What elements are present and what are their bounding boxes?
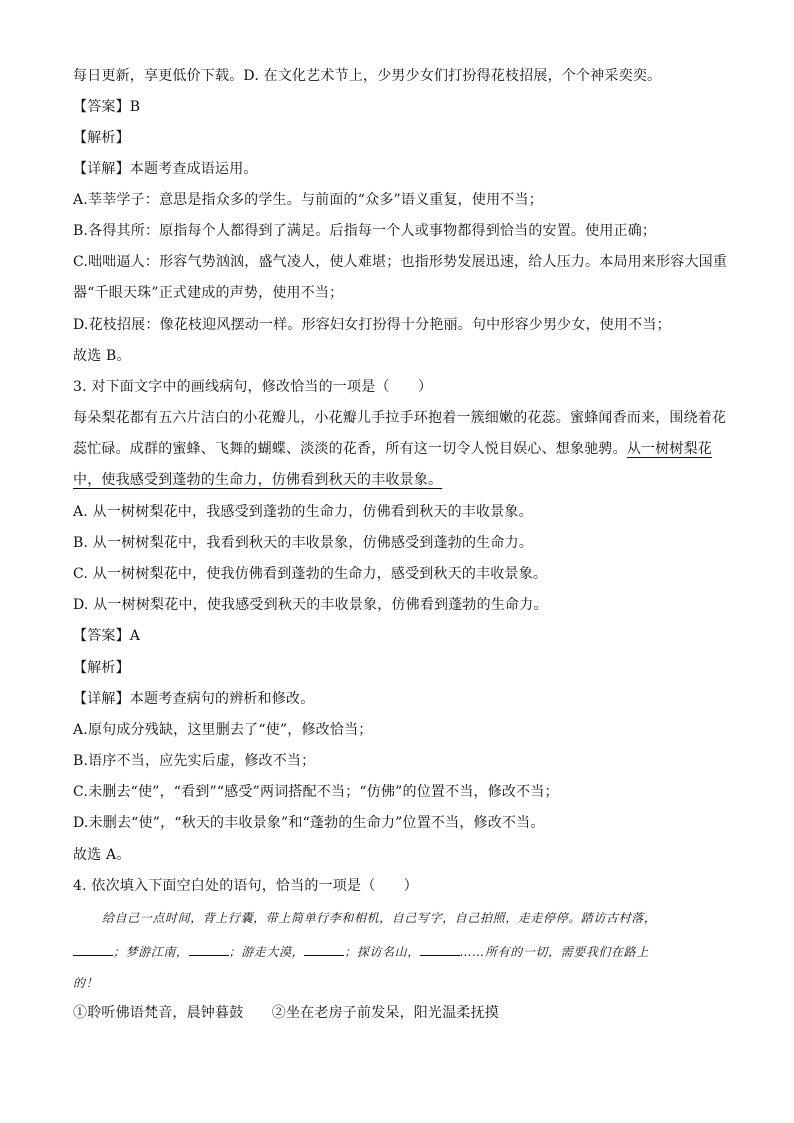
blank-3 [304,943,344,956]
text-line: B.各得其所：原指每个人都得到了满足。后指每一个人或事物都得到恰当的安置。使用正确； [73,223,657,239]
text-line: C.未删去“使”，“看到”“感受”两词搭配不当；“仿佛”的位置不当，修改不当； [73,784,559,800]
detail-heading: 【详解】本题考查成语运用。 [73,161,258,177]
passage-line-with-blanks [73,942,649,962]
detail-heading: 【详解】本题考查病句的辨析和修改。 [73,691,315,707]
passage-text: ；探访名山， [344,945,420,959]
passage-text: ……所有的一切，需要我们在路上 [459,945,649,959]
passage-text: ；梦游江南， [113,945,189,959]
answer-label: 【答案】B [73,99,141,115]
passage-text: 蕊忙碌。成群的蜜蜂、飞舞的蝴蝶、淡淡的花香，所有这一切令人悦目娱心、想象驰骋。 [73,441,627,457]
text-line: 每日更新，享更低价下载。D. 在文化艺术节上，少男少女们打扮得花枝招展，个个神采奕奕。 [73,68,662,84]
text-line: C.咄咄逼人：形容气势汹汹，盛气凌人，使人难堪；也指形势发展迅速，给人压力。本局用来形容大国重 [73,254,728,270]
conclusion-line: 故选 A。 [73,847,131,863]
text-line: B.语序不当，应先实后虚，修改不当； [73,753,316,769]
option-a: A. 从一树树梨花中，我感受到蓬勃的生命力，仿佛看到秋天的丰收景象。 [73,504,533,520]
passage-line [73,439,712,459]
blank-4 [420,943,460,956]
question-4-stem: 4. 依次填入下面空白处的语句，恰当的一项是（ ） [73,878,419,894]
underlined-sentence: 从一树树梨花 [626,441,713,457]
text-line: 器“千眼天珠”正式建成的声势，使用不当； [73,285,344,301]
passage-line: 给自己一点时间，背上行囊，带上简单行李和相机，自己写字，自己拍照，走走停停。踏访古村落， [102,911,657,925]
option-d: D. 从一树树梨花中，使我感受到秋天的丰收景象，仿佛看到蓬勃的生命力。 [73,597,548,613]
text-line: A.原句成分残缺，这里删去了“使”，修改恰当； [73,722,373,738]
conclusion-line: 故选 B。 [73,348,131,364]
blank-1 [73,943,113,956]
answer-label: 【答案】A [73,628,141,644]
analysis-label: 【解析】 [73,660,130,676]
passage-line: 每朵梨花都有五六片洁白的小花瓣儿，小花瓣儿手拉手环抱着一簇细嫩的花蕊。蜜蜂闻香而来，围绕着花 [73,410,727,426]
passage-text: ；游走大漠， [228,945,305,959]
question-3-stem: 3. 对下面文字中的画线病句，修改恰当的一项是（ ） [73,379,433,395]
option-c: C. 从一树树梨花中，使我仿佛看到蓬勃的生命力，感受到秋天的丰收景象。 [73,566,548,582]
choice-items: ①聆听佛语梵音，晨钟暮鼓 ②坐在老房子前发呆，阳光温柔抚摸 [73,1005,499,1021]
underlined-sentence-continued: 中，使我感受到蓬勃的生命力，仿佛看到秋天的丰收景象。 [73,472,443,488]
text-line: D.未删去“使”，“秋天的丰收景象”和“蓬勃的生命力”位置不当，修改不当。 [73,815,545,831]
analysis-label: 【解析】 [73,130,130,146]
option-b: B. 从一树树梨花中，我看到秋天的丰收景象，仿佛感受到蓬勃的生命力。 [73,535,533,551]
passage-line: 的！ [73,976,99,990]
text-line: A.莘莘学子：意思是指众多的学生。与前面的“众多”语义重复，使用不当； [73,192,543,208]
text-line: D.花枝招展：像花枝迎风摆动一样。形容妇女打扮得十分艳丽。句中形容少男少女，使用不当； [73,317,671,333]
blank-2 [189,943,229,956]
